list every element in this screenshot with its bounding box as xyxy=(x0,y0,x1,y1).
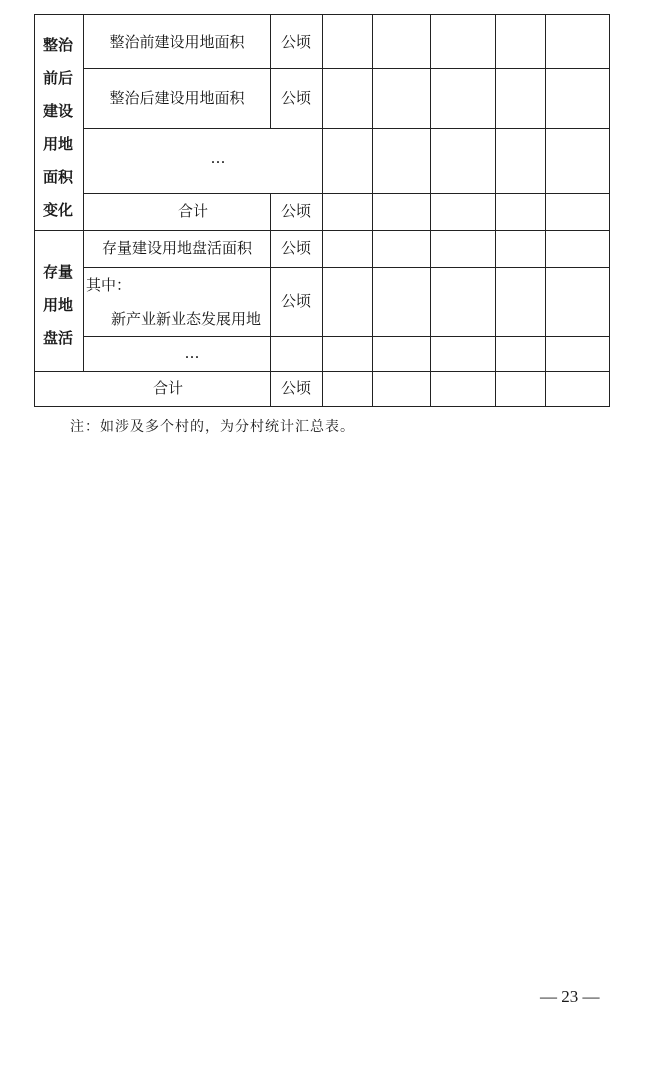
row-item: 整治前建设用地面积 xyxy=(109,33,245,51)
section-label-line: 用地 xyxy=(42,296,74,314)
row-divider xyxy=(83,336,610,337)
row-divider xyxy=(83,267,610,268)
column-divider xyxy=(83,14,84,372)
row-item: 新产业新业态发展用地 xyxy=(110,310,262,328)
row-divider xyxy=(83,68,610,69)
page-number: — 23 — xyxy=(540,987,600,1006)
column-divider xyxy=(270,193,271,407)
row-item-ellipsis: … xyxy=(210,149,226,167)
column-divider xyxy=(270,14,271,129)
section-label-line: 面积 xyxy=(42,168,74,186)
subtotal-label: 合计 xyxy=(177,202,209,220)
row-unit: 公顷 xyxy=(280,202,312,220)
row-unit: 公顷 xyxy=(280,379,312,397)
table-note: 注：如涉及多个村的，为分村统计汇总表。 xyxy=(70,419,355,435)
table-right-border xyxy=(609,14,610,407)
section-label-line: 变化 xyxy=(42,201,74,219)
row-item: 整治后建设用地面积 xyxy=(109,89,245,107)
section-label-line: 存量 xyxy=(42,263,74,281)
column-divider xyxy=(430,14,431,407)
row-divider xyxy=(83,193,610,194)
row-item: 存量建设用地盘活面积 xyxy=(101,239,253,257)
grand-total-label: 合计 xyxy=(152,379,184,397)
column-divider xyxy=(495,14,496,407)
section-label-line: 整治 xyxy=(42,36,74,54)
section-label-line: 盘活 xyxy=(42,329,74,347)
row-item-ellipsis: … xyxy=(184,344,200,362)
row-divider xyxy=(83,128,610,129)
column-divider xyxy=(372,14,373,407)
column-divider xyxy=(545,14,546,407)
row-unit: 公顷 xyxy=(280,239,312,257)
section-label-line: 建设 xyxy=(42,102,74,120)
column-divider xyxy=(322,14,323,407)
row-item-prefix: 其中： xyxy=(86,276,132,294)
section-label-line: 前后 xyxy=(42,69,74,87)
row-unit: 公顷 xyxy=(280,292,312,310)
row-unit: 公顷 xyxy=(280,33,312,51)
section-label-line: 用地 xyxy=(42,135,74,153)
table-left-border xyxy=(34,14,35,407)
row-unit: 公顷 xyxy=(280,89,312,107)
